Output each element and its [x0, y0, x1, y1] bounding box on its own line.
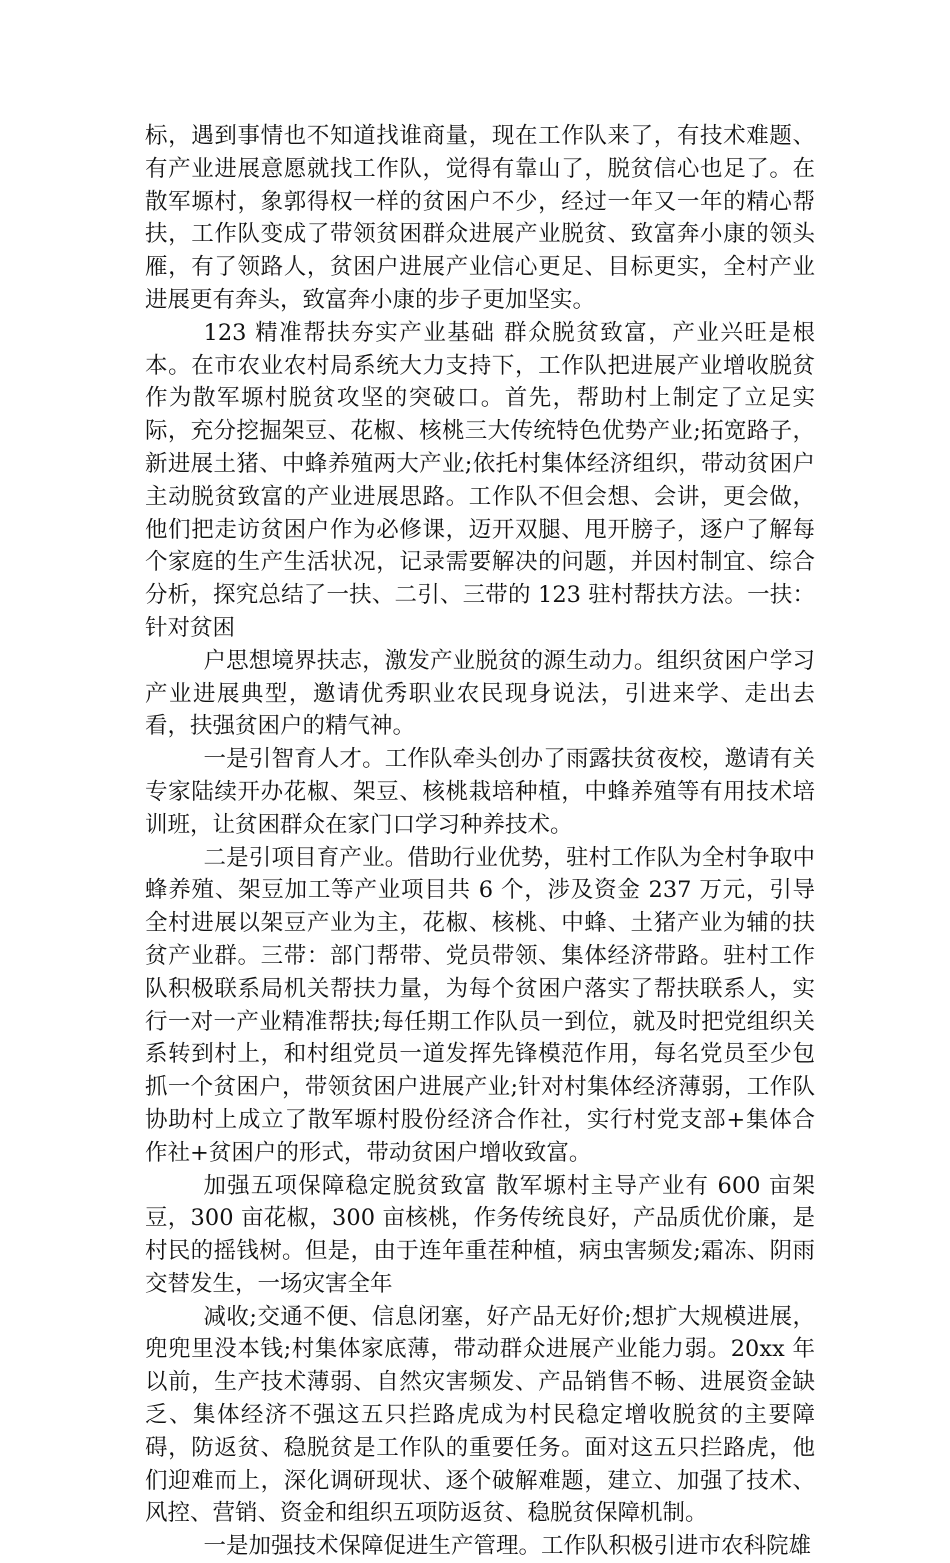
paragraph-precision-assistance: 123 精准帮扶夯实产业基础 群众脱贫致富，产业兴旺是根本。在市农业农村局系统大力支持下，工作队把进展产业增收脱贫作为散军塬村脱贫攻坚的突破口。首先，帮助村上制定了立足实际，充分挖掘架豆、花椒、核桃三大传统特色优势产业;拓宽路子，新进展土猪、中蜂养殖两大产业;依托村集体经济组织，带动贫困户主动脱贫致富的产业进展思路。工作队不但会想、会讲，更会做，他们把走访贫困户作为必修课，迈开双腿、甩开膀子，逐户了解每个家庭的生产生活状况，记录需要解决的问题，并因村制宜、综合分析，探究总结了一扶、二引、三带的 123 驻村帮扶方法。一扶：针对贫困	[145, 319, 815, 641]
document-body	[145, 120, 815, 1563]
paragraph-motivation: 户思想境界扶志，激发产业脱贫的源生动力。组织贫困户学习产业进展典型，邀请优秀职业农民现身说法，引进来学、走出去看，扶强贫困户的精气神。	[145, 647, 815, 740]
paragraph-five-guarantees: 加强五项保障稳定脱贫致富 散军塬村主导产业有 600 亩架豆，300 亩花椒，300 亩核桃，作务传统良好，产品质优价廉，是村民的摇钱树。但是，由于连年重茬种植，病虫害频发;霜冻、阴雨交替发生，一场灾害全年	[145, 1172, 815, 1297]
paragraph-project-industry: 二是引项目育产业。借助行业优势，驻村工作队为全村争取中蜂养殖、架豆加工等产业项目共 6 个，涉及资金 237 万元，引导全村进展以架豆产业为主，花椒、核桃、中蜂、土猪产业为辅的扶贫产业群。三带：部门帮带、党员带领、集体经济带路。驻村工作队积极联系局机关帮扶力量，为每个贫困户落实了帮扶联系人，实行一对一产业精准帮扶;每任期工作队员一到位，就及时把党组织关系转到村上，和村组党员一道发挥先锋模范作用，每名党员至少包抓一个贫困户，带领贫困户进展产业;针对村集体经济薄弱，工作队协助村上成立了散军塬村股份经济合作社，实行村党支部+集体合作社+贫困户的形式，带动贫困户增收致富。	[145, 844, 815, 1166]
paragraph-obstacles: 减收;交通不便、信息闭塞，好产品无好价;想扩大规模进展，兜兜里没本钱;村集体家底薄，带动群众进展产业能力弱。20xx 年以前，生产技术薄弱、自然灾害频发、产品销售不畅、进展资金缺乏、集体经济不强这五只拦路虎成为村民稳定增收脱贫的主要障碍，防返贫、稳脱贫是工作队的重要任务。面对这五只拦路虎，他们迎难而上，深化调研现状、逐个破解难题，建立、加强了技术、风控、营销、资金和组织五项防返贫、稳脱贫保障机制。	[145, 1303, 815, 1527]
paragraph-continuation: 标，遇到事情也不知道找谁商量，现在工作队来了，有技术难题、有产业进展意愿就找工作队，觉得有靠山了，脱贫信心也足了。在散军塬村，象郭得权一样的贫困户不少，经过一年又一年的精心帮扶，工作队变成了带领贫困群众进展产业脱贫、致富奔小康的领头雁，有了领路人，贫困户进展产业信心更足、目标更实，全村产业进展更有奔头，致富奔小康的步子更加坚实。	[145, 123, 815, 313]
paragraph-talent-training: 一是引智育人才。工作队牵头创办了雨露扶贫夜校，邀请有关专家陆续开办花椒、架豆、核桃栽培种植，中蜂养殖等有用技术培训班，让贫困群众在家门口学习种养技术。	[145, 746, 815, 838]
paragraph-technical-guarantee: 一是加强技术保障促进生产管理。工作队积极引进市农科院雄	[203, 1533, 812, 1560]
